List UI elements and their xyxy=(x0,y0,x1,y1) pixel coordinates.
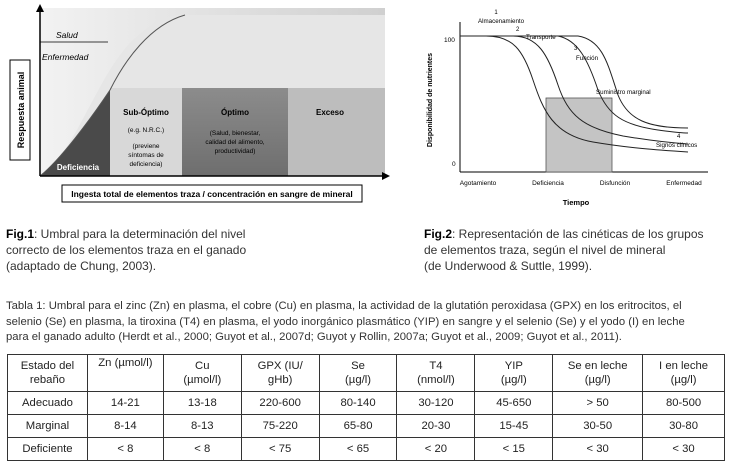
fig1-label-enfermedad: Enfermedad xyxy=(42,52,89,62)
table-header-cell: Se en leche (µg/l) xyxy=(553,355,643,392)
fig1-caption-line1: : Umbral para la determinación del nivel xyxy=(34,227,246,241)
table-cell: > 50 xyxy=(553,392,643,415)
fig2-caption-line2: de elementos traza, según el nivel de mineral xyxy=(424,243,666,257)
table-cell: 30-120 xyxy=(397,392,475,415)
fig2-marginal-box xyxy=(546,98,612,172)
table-cell: < 65 xyxy=(319,438,397,461)
fig1-caption xyxy=(6,226,396,274)
fig2-caption xyxy=(424,226,729,274)
fig1-label-suboptimo: Sub-Óptimo xyxy=(123,108,169,117)
table-row xyxy=(8,415,725,438)
fig1-x-arrow xyxy=(382,172,390,180)
table-cell: 220-600 xyxy=(241,392,319,415)
table-header-cell: I en leche (µg/l) xyxy=(643,355,725,392)
threshold-table xyxy=(7,354,725,461)
table-row xyxy=(8,438,725,461)
table-header-cell: GPX (IU/ gHb) xyxy=(241,355,319,392)
figure-1-threshold-diagram xyxy=(0,0,395,210)
fig1-exceso-band xyxy=(288,88,385,176)
fig1-label-deficiencia: Deficiencia xyxy=(56,163,100,172)
table-cell: < 15 xyxy=(475,438,553,461)
fig2-box-label: Suministro marginal xyxy=(596,89,651,96)
figure-2-kinetics-chart xyxy=(418,0,730,215)
fig2-x-tick: Enfermedad xyxy=(666,180,702,187)
fig2-curve-4-label: Signos clínicos xyxy=(656,142,698,149)
fig1-suboptimo-line2: (previene xyxy=(132,143,160,150)
fig2-curve-2-number: 2 xyxy=(516,27,520,33)
table-caption-line3: para el ganado adulto (Herdt et al., 2000; Guyot et al., 2007d; Guyot y Rollin, 2007a; Guyot et al., 2009; Guyot et al., 2011). xyxy=(6,331,622,343)
table-cell: 65-80 xyxy=(319,415,397,438)
table-header-cell: Zn (µmol/l) xyxy=(87,355,163,392)
table-cell: 13-18 xyxy=(163,392,241,415)
table-cell: 30-50 xyxy=(553,415,643,438)
fig2-x-axis-label: Tiempo xyxy=(562,198,590,207)
table-header-cell: Se (µg/l) xyxy=(319,355,397,392)
fig2-caption-line3: (de Underwood & Suttle, 1999). xyxy=(424,259,593,273)
fig1-suboptimo-line3: síntomas de xyxy=(128,152,164,159)
table-cell: Adecuado xyxy=(8,392,88,415)
table-cell: 14-21 xyxy=(87,392,163,415)
fig1-caption-label: Fig.1 xyxy=(6,227,35,241)
table-cell: 80-500 xyxy=(643,392,725,415)
fig2-curve-3-label: Función xyxy=(576,55,599,62)
fig2-y-tick-100: 100 xyxy=(444,37,455,44)
fig1-y-axis-label: Respuesta animal xyxy=(16,71,26,149)
fig2-caption-line1: : Representación de las cinéticas de los grupos xyxy=(452,227,704,241)
fig1-optimo-line1: (Salud, bienestar, xyxy=(209,130,261,137)
table-caption-line2: selenio (Se) en plasma, la tiroxina (T4) en plasma, el yodo inorgánico plasmático (YIP) en sangre y el selenio (Se) y el yodo (I) en leche xyxy=(6,315,685,328)
fig1-caption-line3: (adaptado de Chung, 2003). xyxy=(6,259,157,273)
table-header-cell: T4 (nmol/l) xyxy=(397,355,475,392)
fig2-curve-3-number: 3 xyxy=(574,46,578,52)
table-cell: < 8 xyxy=(163,438,241,461)
table-cell: 15-45 xyxy=(475,415,553,438)
table-cell: 20-30 xyxy=(397,415,475,438)
fig1-suboptimo-line4: deficiencia) xyxy=(129,161,163,168)
table-cell: 45-650 xyxy=(475,392,553,415)
table-cell: < 30 xyxy=(643,438,725,461)
fig1-optimo-line3: productividad) xyxy=(214,148,256,155)
fig2-x-tick: Deficiencia xyxy=(532,180,564,187)
table-cell: < 75 xyxy=(241,438,319,461)
table-header-cell: YIP (µg/l) xyxy=(475,355,553,392)
fig1-suboptimo-line1: (e.g. N.R.C.) xyxy=(127,127,165,134)
table-cell: 8-14 xyxy=(87,415,163,438)
table-caption-line1: Tabla 1: Umbral para el zinc (Zn) en plasma, el cobre (Cu) en plasma, la actividad de la glutatión peroxidasa (GPX) en los eritrocitos, el xyxy=(6,300,682,312)
fig1-x-axis-label: Ingesta total de elementos traza / concentración en sangre de mineral xyxy=(71,189,353,199)
table-cell: 30-80 xyxy=(643,415,725,438)
table-cell: < 8 xyxy=(87,438,163,461)
table-header-cell: Estado del rebaño xyxy=(8,355,88,392)
fig1-optimo-line2: calidad del alimento, xyxy=(205,139,265,146)
table-cell: 8-13 xyxy=(163,415,241,438)
fig1-caption-line2: correcto de los elementos traza en el ganado xyxy=(6,243,247,257)
table-cell: 80-140 xyxy=(319,392,397,415)
fig2-y-axis-label: Disponibilidad de nutrientes xyxy=(427,52,434,148)
fig2-curve-4-number: 4 xyxy=(677,134,681,140)
fig2-caption-label: Fig.2 xyxy=(424,227,453,241)
table-row xyxy=(8,392,725,415)
table-header-row xyxy=(8,355,725,392)
fig2-curve-1-label: Almacenamiento xyxy=(478,18,525,25)
table-cell: Deficiente xyxy=(8,438,88,461)
fig2-x-tick: Disfunción xyxy=(599,180,631,187)
fig2-y-tick-0: 0 xyxy=(452,161,456,168)
table-caption xyxy=(6,299,726,346)
fig1-label-salud: Salud xyxy=(56,30,78,40)
table-cell: Marginal xyxy=(8,415,88,438)
fig2-curve-1-number: 1 xyxy=(494,10,498,16)
table-header-cell: Cu (µmol/l) xyxy=(163,355,241,392)
table-cell: < 30 xyxy=(553,438,643,461)
fig2-x-tick: Agotamiento xyxy=(459,180,497,187)
table-cell: < 20 xyxy=(397,438,475,461)
fig2-curve-2-label: Transporte xyxy=(526,34,556,41)
fig1-label-exceso: Exceso xyxy=(315,108,345,117)
table-cell: 75-220 xyxy=(241,415,319,438)
fig1-label-optimo: Óptimo xyxy=(221,108,249,117)
